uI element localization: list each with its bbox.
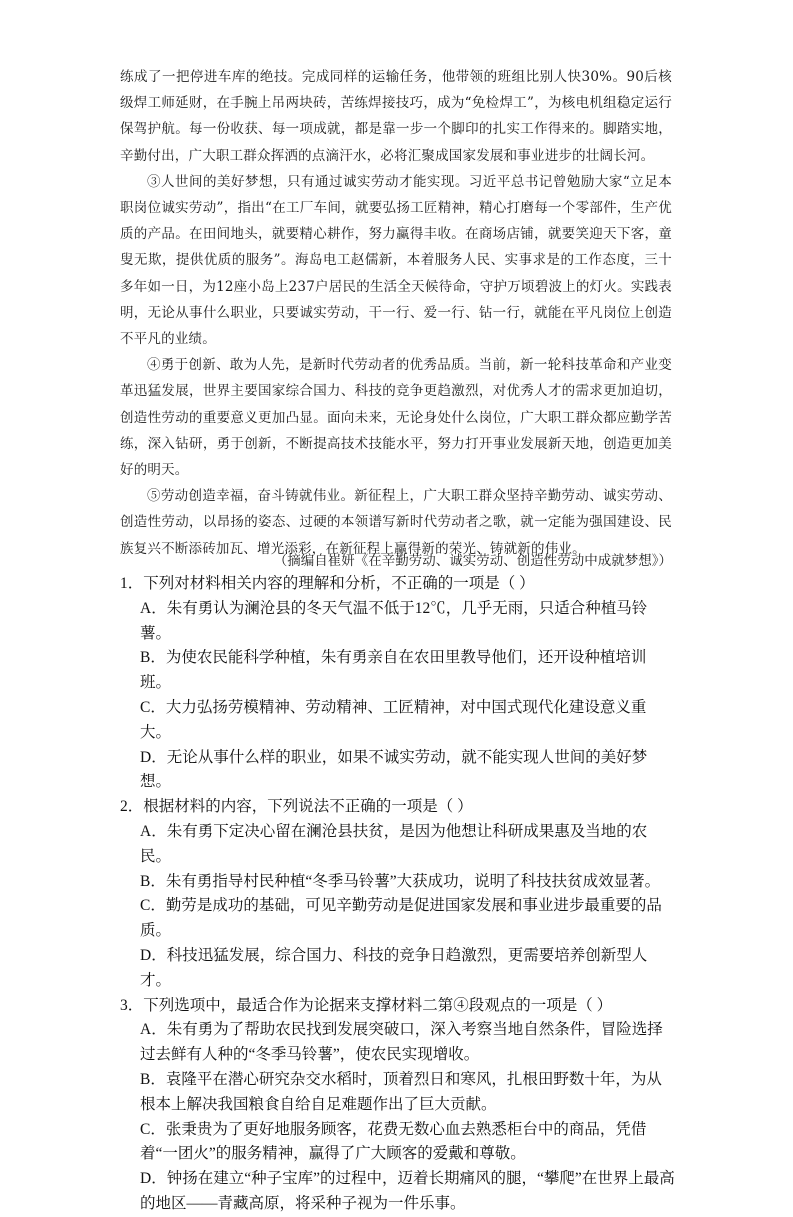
question-list — [120, 572, 676, 1217]
question-option: A．朱有勇下定决心留在澜沧县扶贫，是因为他想让科研成果惠及当地的农民。 — [140, 822, 648, 865]
passage-paragraph-continued: 练成了一把停进车库的绝技。完成同样的运输任务，他带领的班组比别人快30%。90后核级焊工师延财，在手腕上吊两块砖，苦练焊接技巧，成为“免检焊工”，为核电机组稳定运行保驾护航。每一份收获、每一项成就，都是靠一步一个脚印的扎实工作得来的。脚踏实地，辛勤付出，广大职工群众挥洒的点滴汗水，必将汇聚成国家发展和事业进步的壮阔长河。 — [120, 69, 672, 164]
reading-passage — [120, 64, 672, 562]
question-stem: 3．下列选项中，最适合作为论据来支撑材料二第④段观点的一项是（ ） — [120, 996, 613, 1014]
question-option: D．钟扬在建立“种子宝库”的过程中，迈着长期痛风的腿，“攀爬”在世界上最高的地区——青藏高原，将采种子视为一件乐事。 — [140, 1170, 675, 1212]
question-option: B．袁隆平在潜心研究杂交水稻时，顶着烈日和寒风，扎根田野数十年，为从根本上解决我国粮食自给自足难题作出了巨大贡献。 — [140, 1070, 662, 1113]
question-option: C．张秉贵为了更好地服务顾客，花费无数心血去熟悉柜台中的商品，凭借着“一团火”的服务精神，赢得了广大顾客的爱戴和尊敬。 — [140, 1120, 647, 1163]
question-1 — [120, 572, 676, 795]
question-option: D．无论从事什么样的职业，如果不诚实劳动，就不能实现人世间的美好梦想。 — [140, 748, 648, 791]
question-2 — [120, 795, 676, 993]
question-stem: 1．下列对材料相关内容的理解和分析，不正确的一项是（ ） — [120, 575, 535, 592]
question-option: D．科技迅猛发展，综合国力、科技的竞争日趋激烈，更需要培养创新型人才。 — [140, 946, 648, 989]
question-option: C．大力弘扬劳模精神、劳动精神、工匠精神，对中国式现代化建设意义重大。 — [140, 698, 647, 741]
question-option: A．朱有勇为了帮助农民找到发展突破口，深入考察当地自然条件，冒险选择过去鲜有人种的“冬季马铃薯”，使农民实现增收。 — [140, 1021, 663, 1064]
passage-paragraph-3: ③人世间的美好梦想，只有通过诚实劳动才能实现。习近平总书记曾勉励大家“立足本职岗位诚实劳动”，指出“在工厂车间，就要弘扬工匠精神，精心打磨每一个零部件，生产优质的产品。在田间地头，就要精心耕作，努力赢得丰收。在商场店铺，就要笑迎天下客，童叟无欺，提供优质的服务”。海岛电工赵儒新，本着服务人民、实事求是的工作态度，三十多年如一日，为12座小岛上237户居民的生活全天候待命，守护万顷碧波上的灯火。实践表明，无论从事什么职业，只要诚实劳动，干一行、爱一行、钻一行，就能在平凡岗位上创造不平凡的业绩。 — [120, 173, 672, 348]
question-stem: 2．根据材料的内容，下列说法不正确的一项是（ ） — [120, 798, 473, 816]
question-3 — [120, 994, 676, 1217]
question-option: A．朱有勇认为澜沧县的冬天气温不低于12℃，几乎无雨，只适合种植马铃薯。 — [140, 599, 648, 642]
question-option: B．朱有勇指导村民种植“冬季马铃薯”大获成功，说明了科技扶贫成效显著。 — [140, 872, 661, 890]
passage-paragraph-4: ④勇于创新、敢为人先，是新时代劳动者的优秀品质。当前，新一轮科技革命和产业变革迅猛发展，世界主要国家综合国力、科技的竞争更趋激烈，对优秀人才的需求更加迫切，创造性劳动的重要意义更加凸显。面向未来，无论身处什么岗位，广大职工群众都应勤学苦练，深入钻研，勇于创新，不断提高技术技能水平，努力打开事业发展新天地，创造更加美好的明天。 — [120, 357, 672, 479]
passage-paragraph-5: ⑤劳动创造幸福，奋斗铸就伟业。新征程上，广大职工群众坚持辛勤劳动、诚实劳动、创造性劳动，以昂扬的姿态、过硬的本领谱写新时代劳动者之歌，就一定能为强国建设、民族复兴不断添砖加瓦、增光添彩，在新征程上赢得新的荣光、铸就新的伟业。 — [120, 488, 672, 557]
question-option: C．勤劳是成功的基础，可见辛勤劳动是促进国家发展和事业进步最重要的品质。 — [140, 897, 662, 940]
passage-source: （摘编自崔妍《在辛勤劳动、诚实劳动、创造性劳动中成就梦想》） — [273, 553, 672, 569]
question-option: B．为使农民能科学种植，朱有勇亲自在农田里教导他们，还开设种植培训班。 — [140, 649, 647, 692]
